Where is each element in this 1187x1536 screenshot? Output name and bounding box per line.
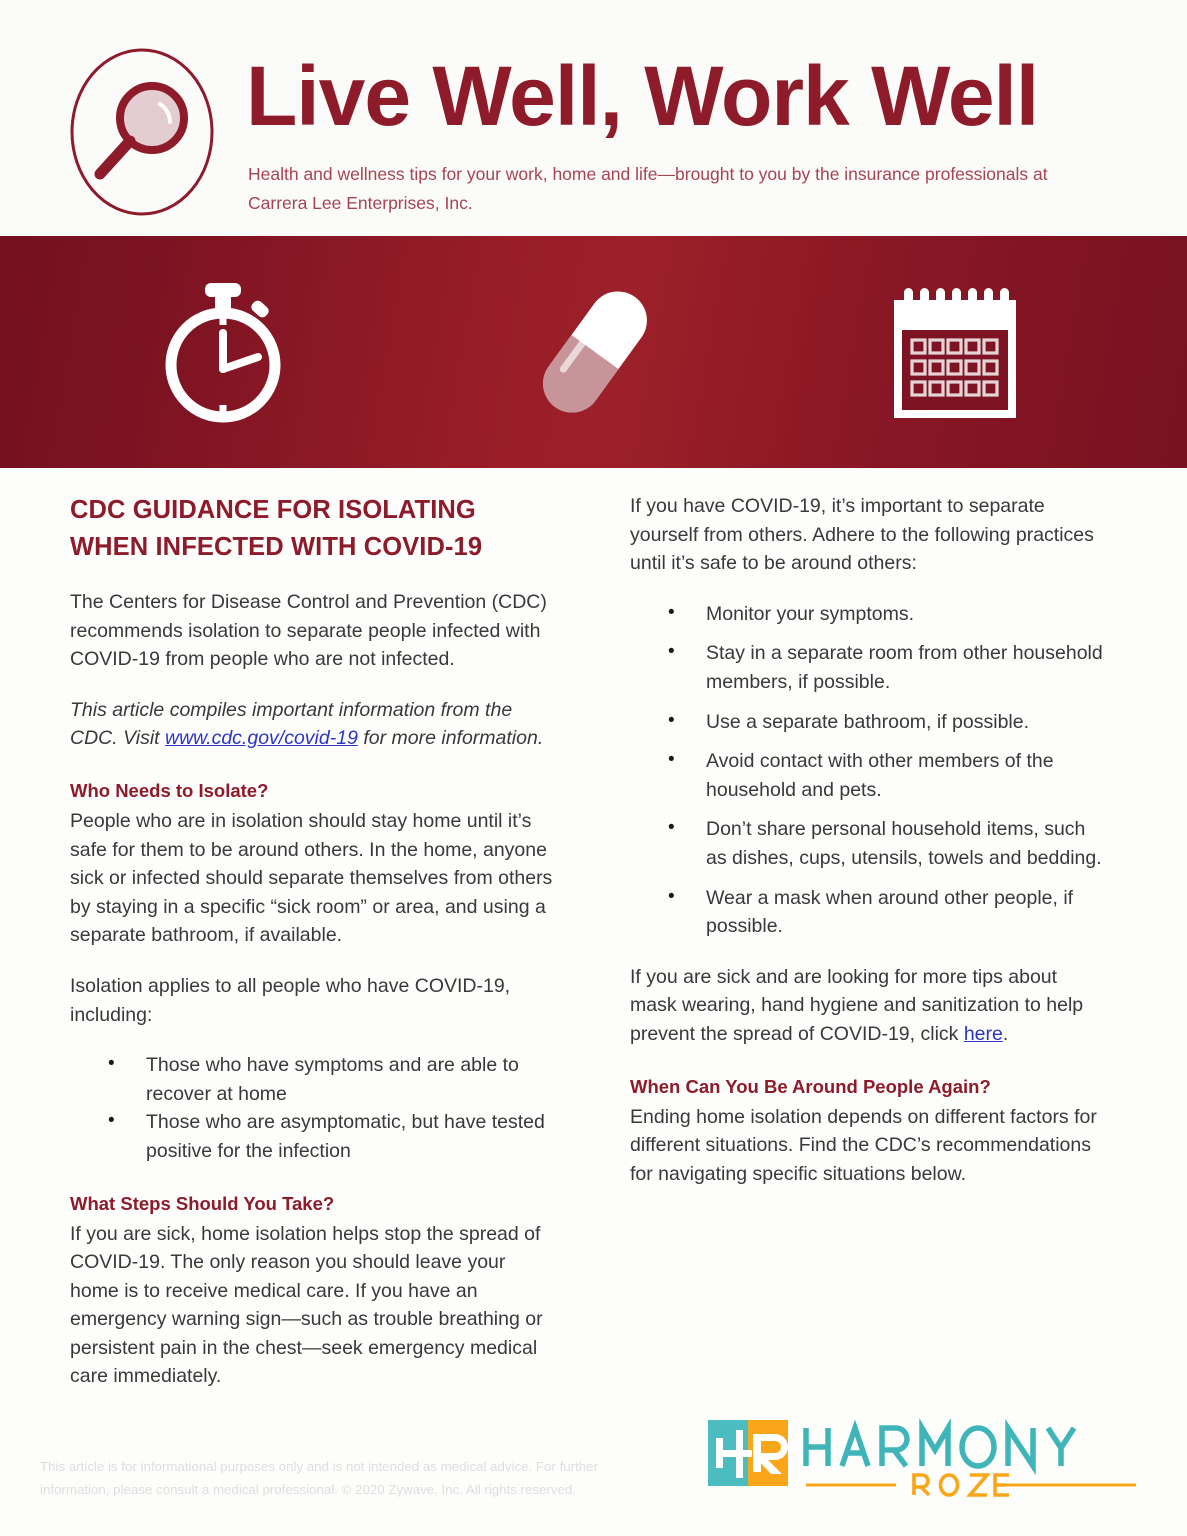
when-can-you-paragraph: Ending home isolation depends on different factors for different situations. Find the CDC’s recommendations for navigating specific situations below. bbox=[630, 1105, 1097, 1185]
masthead bbox=[0, 0, 1187, 236]
legal-disclaimer: This article is for informational purposes only and is not intended as medical advice. For further information, please consult a medical professional. © 2020 Zywave, Inc. All rights reserved. bbox=[40, 1459, 599, 1497]
what-steps-paragraph: If you are sick, home isolation helps stop the spread of COVID-19. The only reason you should leave your home is to receive medical care. If you have an emergency warning sign—such as trouble breathing or persistent pain in the chest—seek emergency medical care immediately. bbox=[70, 1222, 543, 1388]
practices-bullet-list bbox=[630, 600, 1107, 941]
who-needs-bullet-list bbox=[70, 1051, 557, 1165]
here-link[interactable]: here bbox=[963, 1022, 1003, 1045]
heading-who-needs-to-isolate: Who Needs to Isolate? bbox=[70, 779, 269, 801]
harmony-roze-logo bbox=[706, 1412, 1146, 1504]
pill-capsule-icon bbox=[520, 236, 670, 468]
heading-when-can-you-be-around-people-again: When Can You Be Around People Again? bbox=[630, 1075, 991, 1097]
article-column-right bbox=[630, 492, 1107, 1188]
article-intro-paragraph: The Centers for Disease Control and Prevention (CDC) recommends isolation to separate people infected with COVID-19 from people who are not infected. bbox=[70, 591, 547, 671]
article-title bbox=[70, 492, 557, 566]
list-item: • Don’t share personal household items, such as dishes, cups, utensils, towels and bedding. bbox=[630, 815, 1107, 872]
list-item: • Those who are asymptomatic, but have tested positive for the infection bbox=[70, 1108, 557, 1165]
calendar-icon bbox=[880, 236, 1030, 468]
masthead-subtitle: Health and wellness tips for your work, home and life—brought to you by the insurance professionals at Carrera Lee Enterprises, Inc. bbox=[248, 164, 1048, 213]
article-title-line-2: WHEN INFECTED WITH COVID-19 bbox=[70, 533, 483, 561]
more-tips-suffix: . bbox=[1002, 1022, 1009, 1045]
stopwatch-icon bbox=[150, 236, 295, 468]
more-tips-paragraph bbox=[630, 963, 1107, 1049]
article-source-note bbox=[70, 696, 557, 753]
who-needs-paragraph: People who are in isolation should stay home until it’s safe for them to be around others. In the home, anyone sick or infected should separate themselves from others by staying in a specific “sick room” or area, and using a separate bathroom, if available. bbox=[70, 809, 553, 947]
source-note-suffix: for more information. bbox=[357, 727, 544, 750]
cdc-covid-link[interactable]: www.cdc.gov/covid-19 bbox=[165, 727, 358, 750]
magnifying-glass-icon bbox=[68, 46, 216, 218]
list-item: • Stay in a separate room from other household members, if possible. bbox=[630, 639, 1107, 696]
article-title-line-1: CDC GUIDANCE FOR ISOLATING bbox=[70, 496, 476, 524]
isolation-applies-paragraph: Isolation applies to all people who have COVID-19, including: bbox=[70, 974, 511, 1026]
article-column-left bbox=[70, 492, 557, 1391]
banner-strip bbox=[0, 236, 1187, 468]
more-tips-prefix: If you are sick and are looking for more tips about mask wearing, hand hygiene and sanitization to help prevent the spread of COVID-19, click bbox=[630, 965, 1084, 1045]
page-title: Live Well, Work Well bbox=[246, 49, 1039, 143]
right-intro-paragraph: If you have COVID-19, it’s important to separate yourself from others. Adhere to the following practices until it’s safe to be around others: bbox=[630, 495, 1094, 575]
list-item: • Use a separate bathroom, if possible. bbox=[630, 708, 1107, 737]
list-item: • Monitor your symptoms. bbox=[630, 600, 1107, 629]
list-item: • Those who have symptoms and are able to recover at home bbox=[70, 1051, 557, 1108]
list-item: • Avoid contact with other members of the household and pets. bbox=[630, 747, 1107, 804]
list-item: • Wear a mask when around other people, if possible. bbox=[630, 884, 1107, 941]
source-note-prefix: This article compiles important information from the CDC. Visit bbox=[70, 698, 513, 750]
heading-what-steps-should-you-take: What Steps Should You Take? bbox=[70, 1192, 335, 1214]
